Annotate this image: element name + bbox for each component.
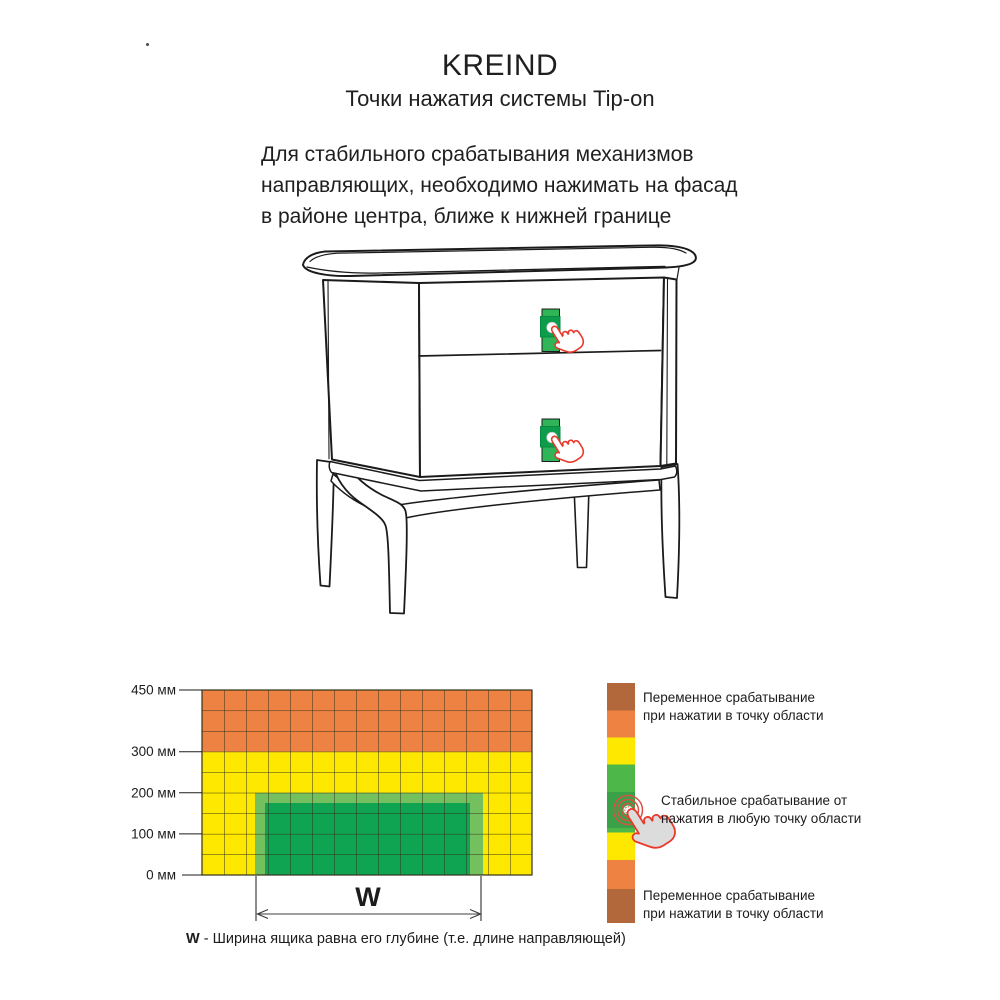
legend-seg-brown-top [607,683,635,711]
legend-seg-yellow-top [607,738,635,765]
ytick-100: 100 мм [131,826,176,842]
legend-entry-stable: Стабильное срабатывание от нажатия в любую точку области [661,793,862,826]
ytick-200: 200 мм [131,785,176,801]
w-dimension-label: W [355,882,381,912]
nightstand-middle-leg [574,488,589,568]
legend-entry-variable-bottom: Переменное срабатывание при нажатии в точку области [643,888,824,921]
legend-seg-orange-top [607,711,635,738]
press-zone-chart [131,683,532,922]
legend-entry-variable-top: Переменное срабатывание при нажатии в точку области [643,690,824,723]
nightstand-right-stile [661,278,677,467]
page-subtitle: Точки нажатия системы Tip-on [345,86,655,111]
ytick-450: 450 мм [131,682,176,698]
nightstand-illustration [303,245,696,613]
w-footnote-symbol: W [186,931,200,947]
w-footnote [186,931,626,947]
legend-seg-yellow-bottom [607,833,635,861]
ytick-0: 0 мм [146,867,176,883]
legend-seg-brown-bottom [607,889,635,923]
ytick-300: 300 мм [131,744,176,760]
nightstand-front-right-leg [661,464,679,598]
w-footnote-text: - Ширина ящика равна его глубине (т.е. длине направляющей) [199,931,626,947]
intro-line-2: направляющих, необходимо нажимать на фасад [261,174,738,197]
y-axis-ticks [179,690,202,875]
nightstand-side-panel [323,280,420,477]
y-axis-labels [131,683,176,883]
legend-seg-orange-bottom [607,860,635,889]
intro-line-3: в районе центра, ближе к нижней границе [261,205,672,228]
intro-line-1: Для стабильного срабатывания механизмов [261,143,694,166]
chart-grid [202,690,532,875]
page-title: KREIND [441,49,559,82]
